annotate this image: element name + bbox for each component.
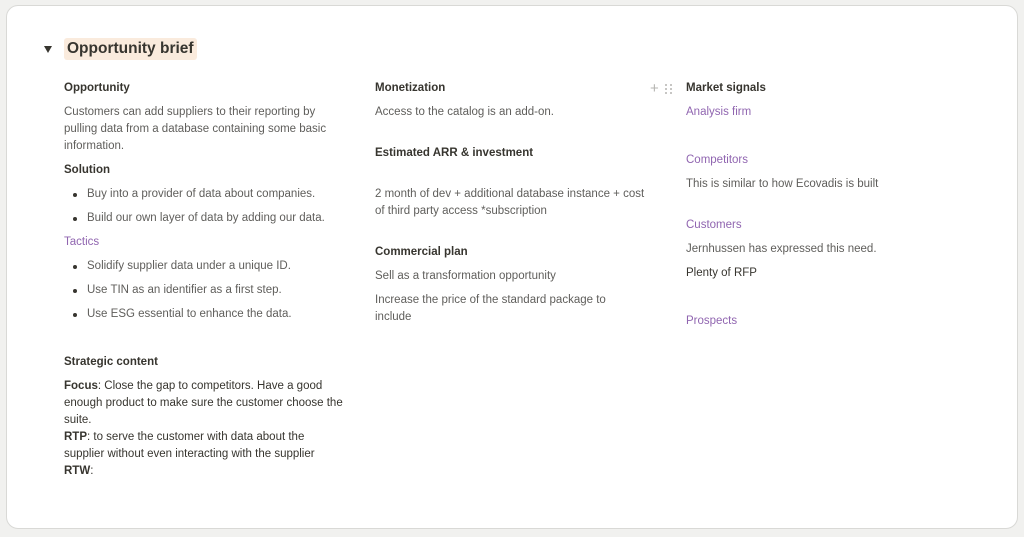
- focus-text: : Close the gap to competitors. Have a good enough product to make sure the customer choose the suite.: [64, 380, 343, 426]
- rtw-label: RTW: [64, 465, 91, 477]
- analysis-firm-link[interactable]: Analysis firm: [686, 106, 752, 118]
- monetization-text[interactable]: Access to the catalog is an add-on.: [375, 106, 554, 118]
- list-item[interactable]: Build our own layer of data by adding our data.: [64, 210, 344, 227]
- solution-list: [64, 186, 344, 227]
- arr-heading[interactable]: Estimated ARR & investment: [375, 147, 534, 159]
- market-signals-heading[interactable]: Market signals: [686, 82, 766, 94]
- opportunity-heading[interactable]: Opportunity: [64, 82, 130, 94]
- customers-link[interactable]: Customers: [686, 219, 742, 231]
- focus-label: Focus: [64, 380, 98, 392]
- rtp-label: RTP: [64, 431, 87, 443]
- plus-icon[interactable]: +: [650, 80, 659, 97]
- list-item[interactable]: Solidify supplier data under a unique ID.: [64, 258, 344, 275]
- list-item[interactable]: Use ESG essential to enhance the data.: [64, 306, 344, 323]
- column-left: [64, 80, 344, 480]
- commercial-text-2[interactable]: Increase the price of the standard package to include: [375, 294, 606, 323]
- opportunity-text[interactable]: Customers can add suppliers to their reporting by pulling data from a database containing some basic information.: [64, 106, 327, 152]
- triangle-down-icon[interactable]: [44, 46, 52, 53]
- rtp-paragraph[interactable]: [64, 429, 344, 463]
- block-controls: [650, 82, 673, 96]
- competitors-link[interactable]: Competitors: [686, 154, 748, 166]
- commercial-text-1[interactable]: Sell as a transformation opportunity: [375, 270, 556, 282]
- customers-text[interactable]: Jernhussen has expressed this need.: [686, 243, 877, 255]
- prospects-link[interactable]: Prospects: [686, 315, 738, 327]
- solution-heading[interactable]: Solution: [64, 164, 110, 176]
- column-right: [686, 80, 926, 330]
- list-item[interactable]: Buy into a provider of data about companies.: [64, 186, 344, 203]
- toggle-heading[interactable]: Opportunity brief: [64, 38, 197, 60]
- arr-text[interactable]: 2 month of dev + additional database instance + cost of third party access *subscription: [375, 188, 645, 217]
- focus-paragraph[interactable]: [64, 378, 344, 429]
- strategic-heading[interactable]: Strategic content: [64, 356, 158, 368]
- competitors-text[interactable]: This is similar to how Ecovadis is built: [686, 178, 879, 190]
- drag-handle-icon[interactable]: [665, 84, 673, 94]
- rtw-text: :: [90, 465, 94, 477]
- tactics-list: [64, 258, 344, 323]
- customers-text-2[interactable]: Plenty of RFP: [686, 267, 757, 279]
- toggle-block[interactable]: [44, 38, 197, 60]
- tactics-heading[interactable]: Tactics: [64, 236, 100, 248]
- rtp-text: : to serve the customer with data about the supplier without even interacting with the supplier: [64, 431, 315, 460]
- rtw-paragraph[interactable]: [64, 463, 344, 480]
- monetization-heading[interactable]: Monetization: [375, 82, 446, 94]
- column-middle: [375, 80, 645, 326]
- list-item[interactable]: Use TIN as an identifier as a first step.: [64, 282, 344, 299]
- commercial-heading[interactable]: Commercial plan: [375, 246, 468, 258]
